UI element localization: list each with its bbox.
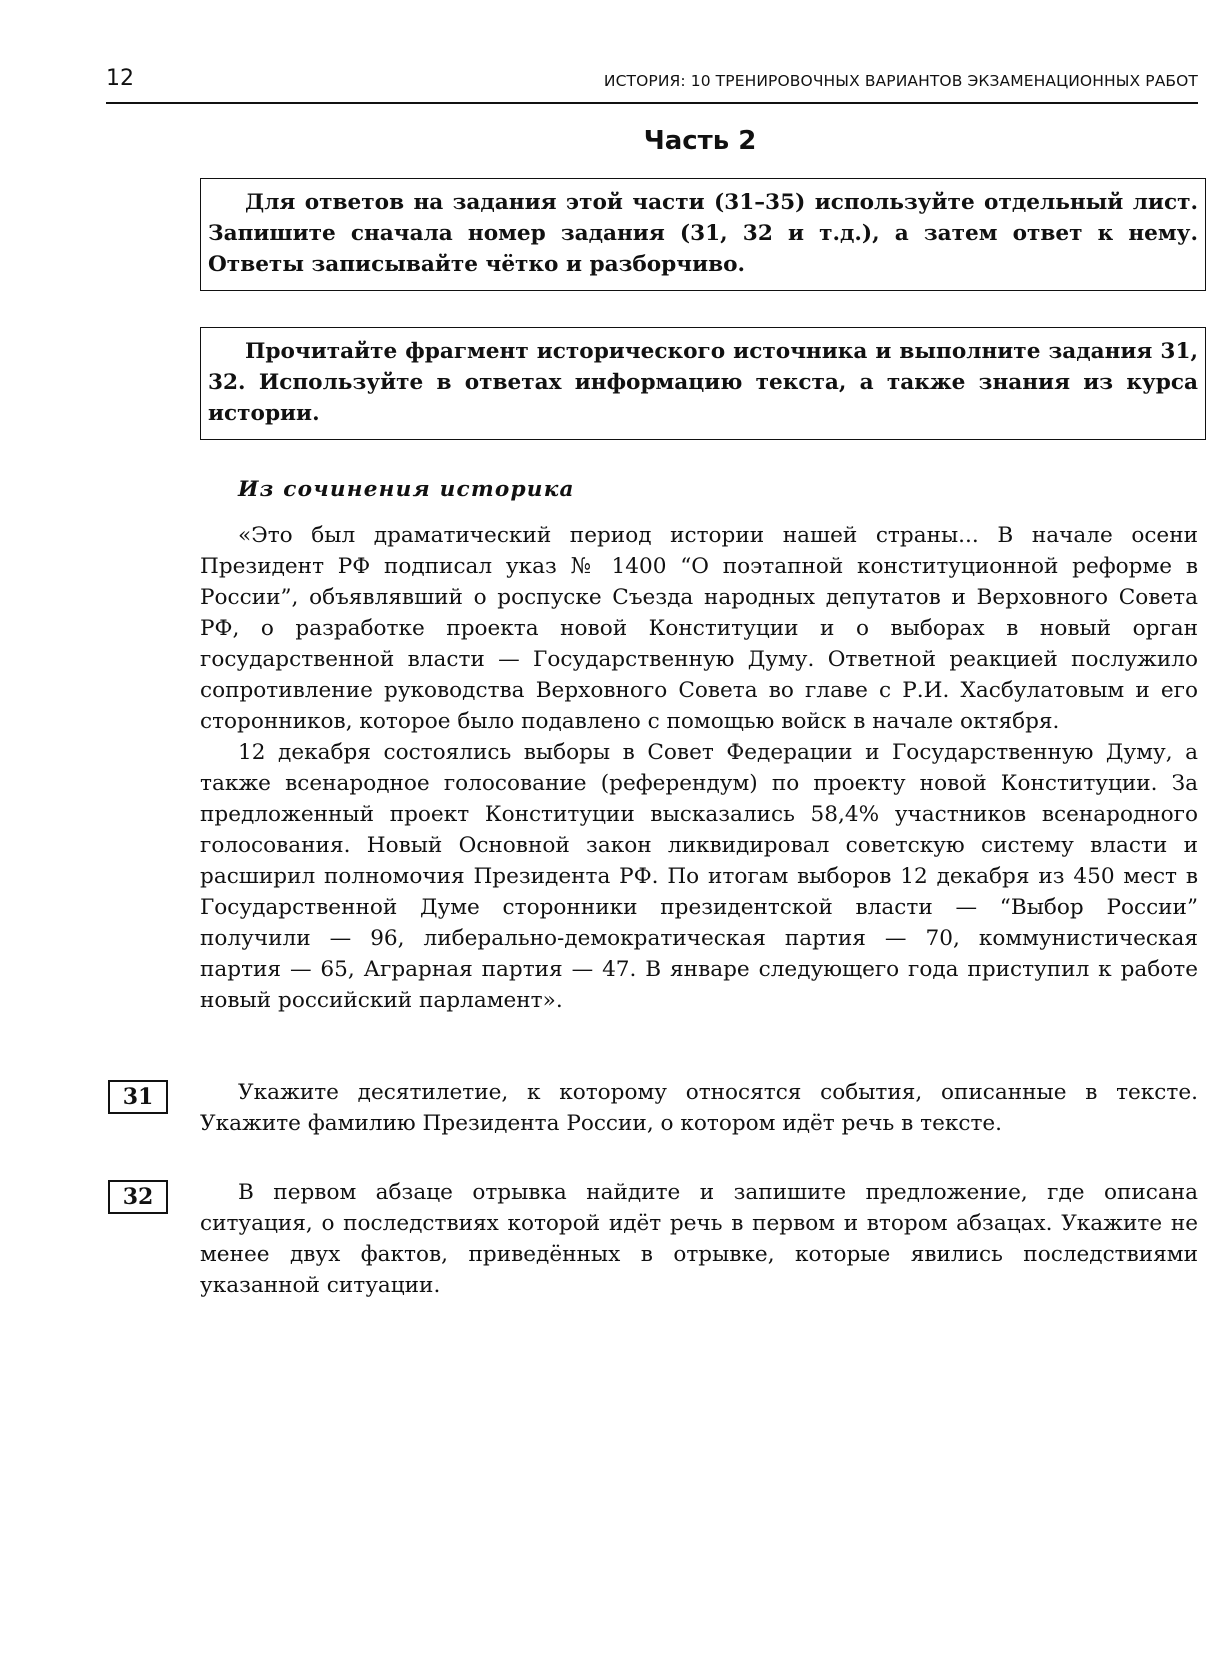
task-text: В первом абзаце отрывка найдите и запишите предложение, где описана ситуация, о последствиях которой идёт речь в первом и втором абзацах. Укажите не менее двух фактов, приведённых в отрывке, которые явились последствиями указанной ситуации. (200, 1180, 1198, 1298)
source-title: Из сочинения историка (238, 477, 575, 502)
part-title: Часть 2 (643, 126, 757, 156)
answer-instructions-box: Для ответов на задания этой части (31–35) используйте отдельный лист. Запишите сначала номер задания (31, 32 и т.д.), а затем ответ к нему. Ответы записывайте чётко и разборчиво. (200, 178, 1206, 291)
source-paragraph-2: 12 декабря состоялись выборы в Совет Федерации и Государственную Думу, а также всенародное голосование (референдум) по проекту новой Конституции. За предложенный проект Конституции высказались 58,4% участников всенародного голосования. Новый Основной закон ликвидировал советскую систему власти и расширил полномочия Президента РФ. По итогам выборов 12 декабря из 450 мест в Государственной Думе сторонники президентской власти — “Выбор России” получили — 96, либерально-демократическая партия — 70, коммунистическая партия — 65, Аграрная партия — 47. В январе следующего года приступил к работе новый российский парламент». (200, 740, 1198, 1013)
task-number-badge: 31 (108, 1080, 168, 1114)
source-text (200, 520, 1198, 1016)
task-number-badge: 32 (108, 1180, 168, 1214)
page-header (106, 62, 1198, 104)
task-text: Укажите десятилетие, к которому относятся события, описанные в тексте. Укажите фамилию Президента России, о котором идёт речь в тексте. (200, 1080, 1198, 1136)
source-paragraph-1: «Это был драматический период истории нашей страны... В начале осени Президент РФ подписал указ № 1400 “О поэтапной конституционной реформе в России”, объявлявший о роспуске Съезда народных депутатов и Верховного Совета РФ, о разработке проекта новой Конституции и о выборах в новый орган государственной власти — Государственную Думу. Ответной реакцией послужило сопротивление руководства Верховного Совета во главе с Р.И. Хасбулатовым и его сторонников, которое было подавлено с помощью войск в начале октября. (200, 523, 1198, 734)
page-number: 12 (106, 66, 134, 91)
reading-instructions-box: Прочитайте фрагмент исторического источника и выполните задания 31, 32. Используйте в ответах информацию текста, а также знания из курса истории. (200, 327, 1206, 440)
running-title: ИСТОРИЯ: 10 ТРЕНИРОВОЧНЫХ ВАРИАНТОВ ЭКЗАМЕНАЦИОННЫХ РАБОТ (603, 72, 1198, 90)
